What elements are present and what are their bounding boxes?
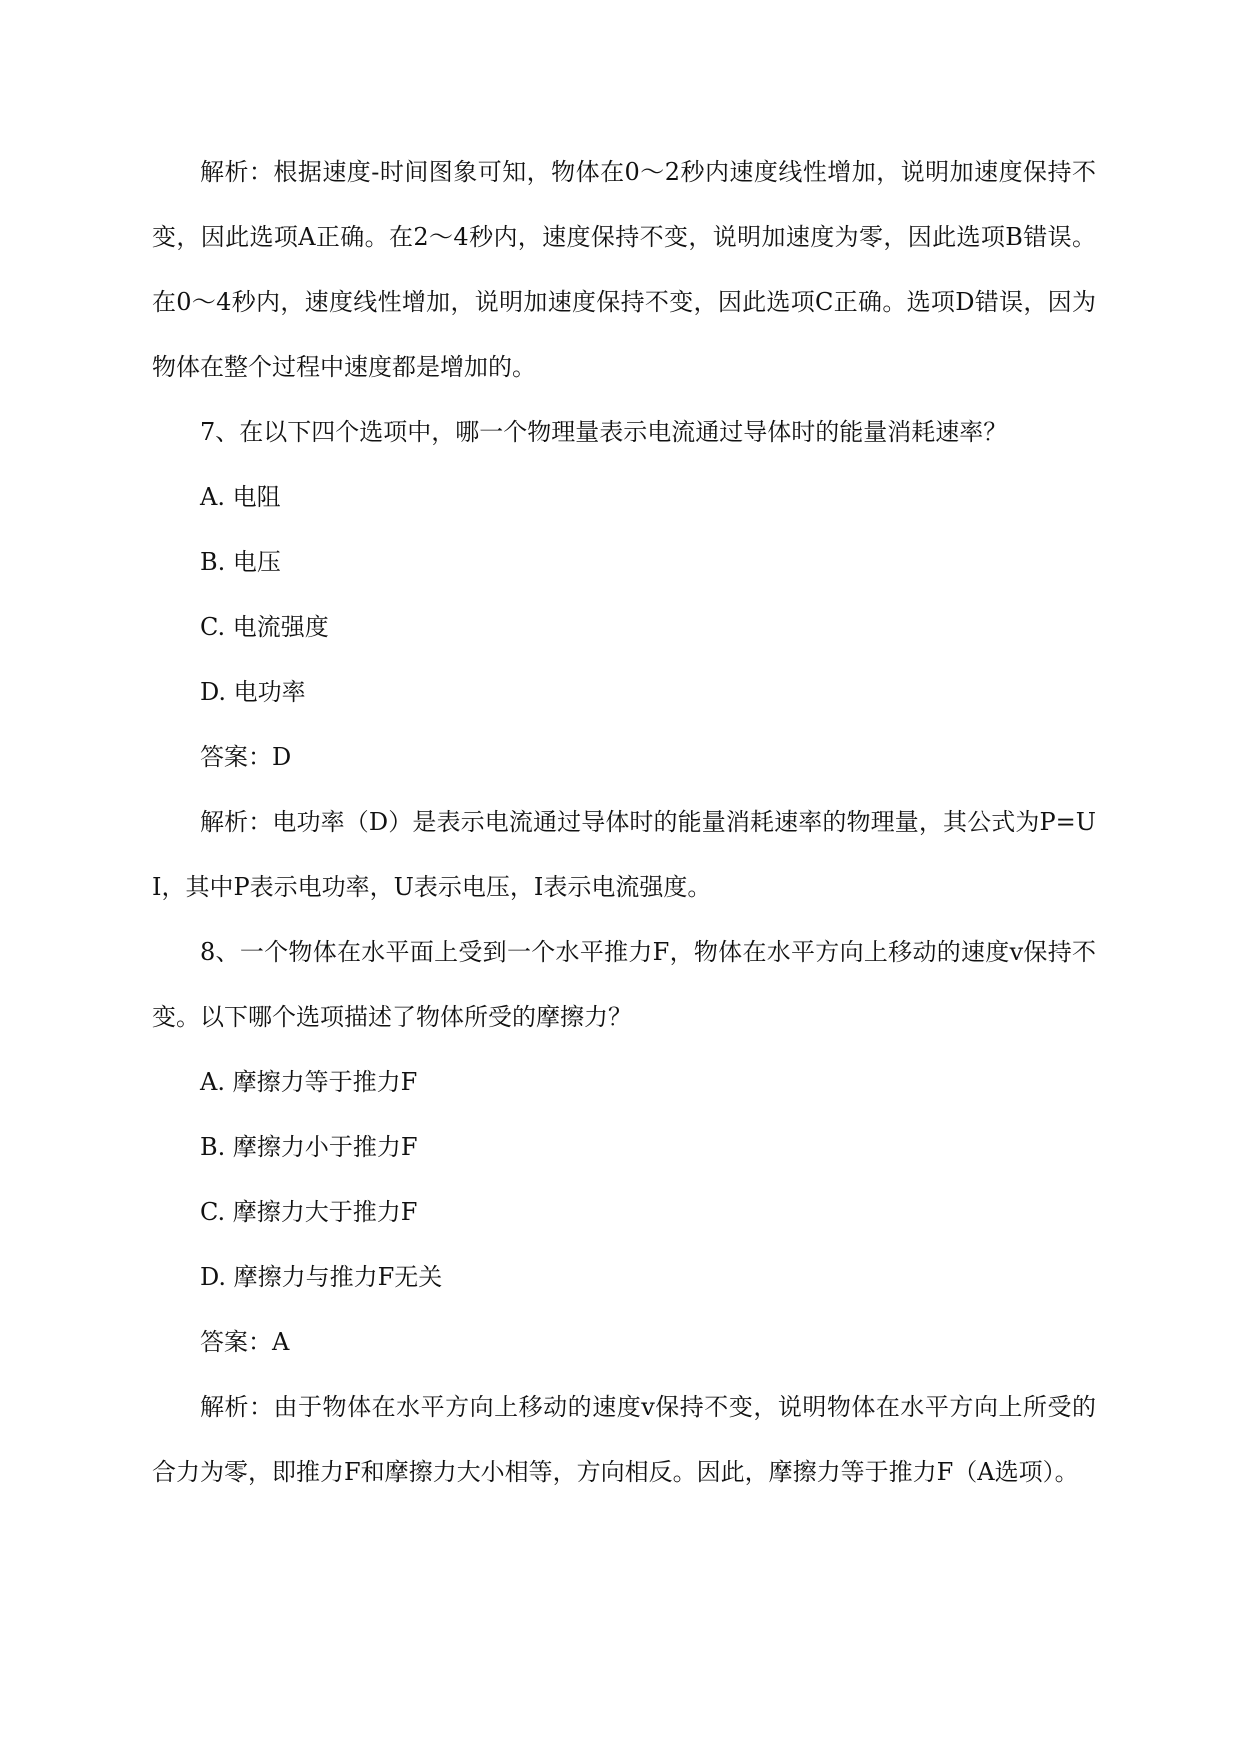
q7-answer: 答案：D: [200, 743, 292, 771]
q7-explanation: 解析：电功率（D）是表示电流通过导体时的能量消耗速率的物理量，其公式为P=UI，其中P表示电功率，U表示电压，I表示电流强度。: [152, 808, 1096, 901]
q8-question: 8、一个物体在水平面上受到一个水平推力F，物体在水平方向上移动的速度v保持不变。以下哪个选项描述了物体所受的摩擦力？: [152, 938, 1096, 1031]
q7-option-c: C. 电流强度: [200, 613, 329, 641]
q8-option-d: D. 摩擦力与推力F无关: [200, 1263, 443, 1291]
q7-option-d: D. 电功率: [200, 678, 306, 706]
q6-explanation: 解析：根据速度-时间图象可知，物体在0～2秒内速度线性增加，说明加速度保持不变，因此选项A正确。在2～4秒内，速度保持不变，说明加速度为零，因此选项B错误。在0～4秒内，速度线性增加，说明加速度保持不变，因此选项C正确。选项D错误，因为物体在整个过程中速度都是增加的。: [152, 158, 1096, 381]
q7-option-a: A. 电阻: [200, 483, 281, 511]
q7-question: 7、在以下四个选项中，哪一个物理量表示电流通过导体时的能量消耗速率？: [200, 418, 1008, 446]
document-body: [152, 140, 1096, 1505]
q8-explanation: 解析：由于物体在水平方向上移动的速度v保持不变，说明物体在水平方向上所受的合力为零，即推力F和摩擦力大小相等，方向相反。因此，摩擦力等于推力F（A选项）。: [152, 1393, 1096, 1486]
q8-option-c: C. 摩擦力大于推力F: [200, 1198, 418, 1226]
q8-option-b: B. 摩擦力小于推力F: [200, 1133, 418, 1161]
q8-option-a: A. 摩擦力等于推力F: [200, 1068, 418, 1096]
q8-answer: 答案：A: [200, 1328, 290, 1356]
q7-option-b: B. 电压: [200, 548, 281, 576]
